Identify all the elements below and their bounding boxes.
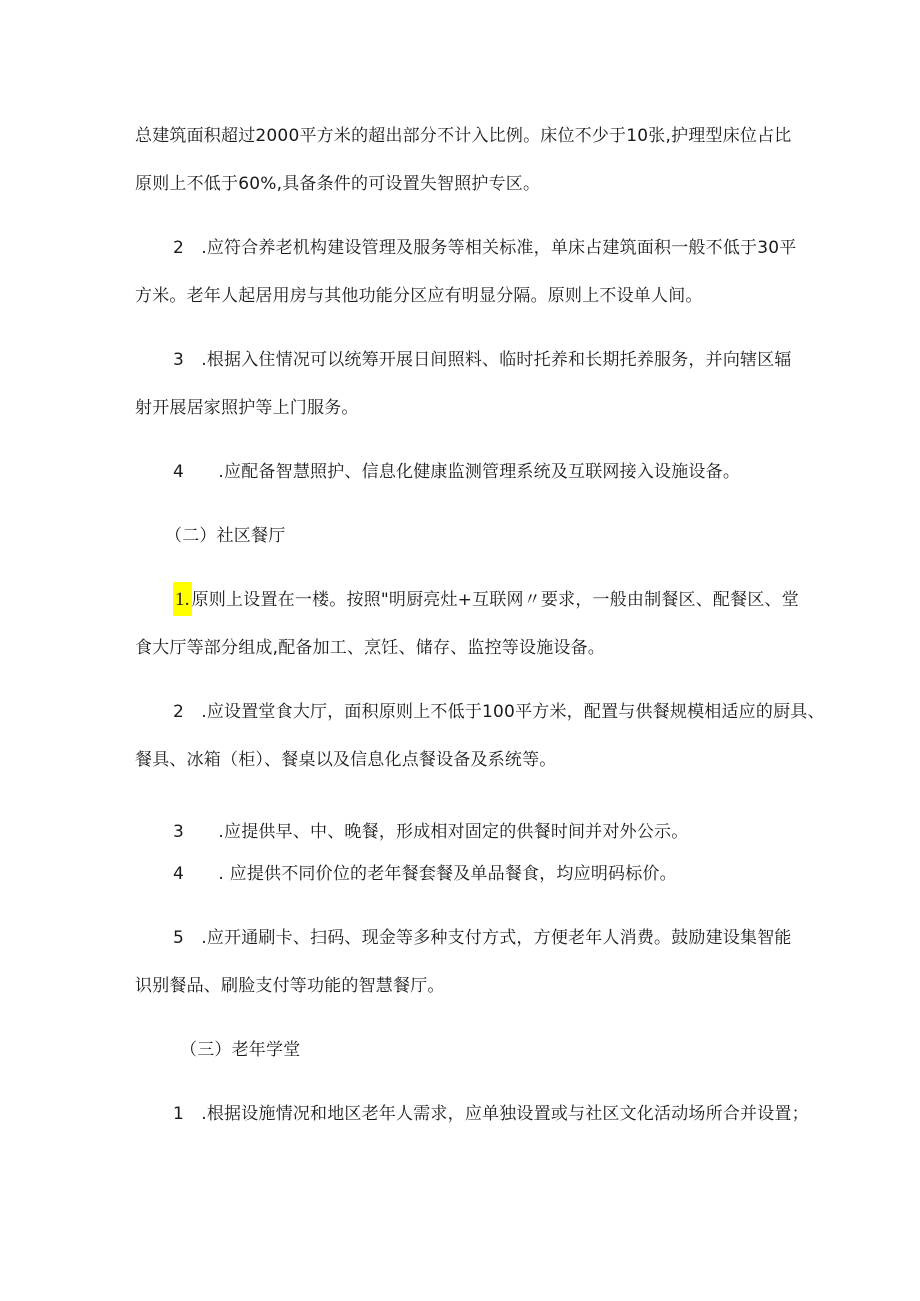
paragraph-line: 识别餐品、刷脸支付等功能的智慧餐厅。: [135, 976, 445, 996]
paragraph-line: 5 .应开通刷卡、扫码、现金等多种支付方式，方便老年人消费。鼓励建设集智能: [173, 928, 792, 948]
paragraph-line: 4 . 应提供不同价位的老年餐套餐及单品餐食，均应明码标价。: [173, 864, 677, 884]
section-heading: （三）老年学堂: [180, 1040, 301, 1060]
paragraph-line: 2 .应设置堂食大厅，面积原则上不低于100平方米，配置与供餐规模相适应的厨具、: [173, 702, 825, 722]
paragraph-line: 4 .应配备智慧照护、信息化健康监测管理系统及互联网接入设施设备。: [173, 462, 741, 482]
paragraph-text: 原则上设置在一楼。按照"明厨亮灶+互联网〃要求，一般由制餐区、配餐区、堂: [191, 590, 799, 610]
paragraph-line: 2 .应符合养老机构建设管理及服务等相关标准，单床占建筑面积一般不低于30平: [173, 238, 797, 258]
paragraph-line: 3 .根据入住情况可以统筹开展日间照料、临时托养和长期托养服务，并向辖区辐: [173, 350, 792, 370]
section-heading: （二）社区餐厅: [165, 526, 286, 546]
paragraph-line: 方米。老年人起居用房与其他功能分区应有明显分隔。原则上不设单人间。: [135, 286, 703, 306]
paragraph-line: 餐具、冰箱（柜）、餐桌以及信息化点餐设备及系统等。: [135, 750, 557, 770]
paragraph-line: 食大厅等部分组成,配备加工、烹饪、储存、监控等设施设备。: [135, 638, 606, 658]
paragraph-line: 射开展居家照护等上门服务。: [135, 398, 359, 418]
paragraph-line-highlighted: [173, 588, 799, 616]
paragraph-line: 1 .根据设施情况和地区老年人需求，应单独设置或与社区文化活动场所合并设置；: [173, 1104, 809, 1124]
paragraph-line: 原则上不低于60%,具备条件的可设置失智照护专区。: [135, 174, 541, 194]
paragraph-line: 总建筑面积超过2000平方米的超出部分不计入比例。床位不少于10张,护理型床位占比: [135, 126, 792, 146]
paragraph-line: 3 .应提供早、中、晚餐，形成相对固定的供餐时间并对外公示。: [173, 822, 689, 842]
highlighted-number: 1.: [173, 582, 192, 616]
